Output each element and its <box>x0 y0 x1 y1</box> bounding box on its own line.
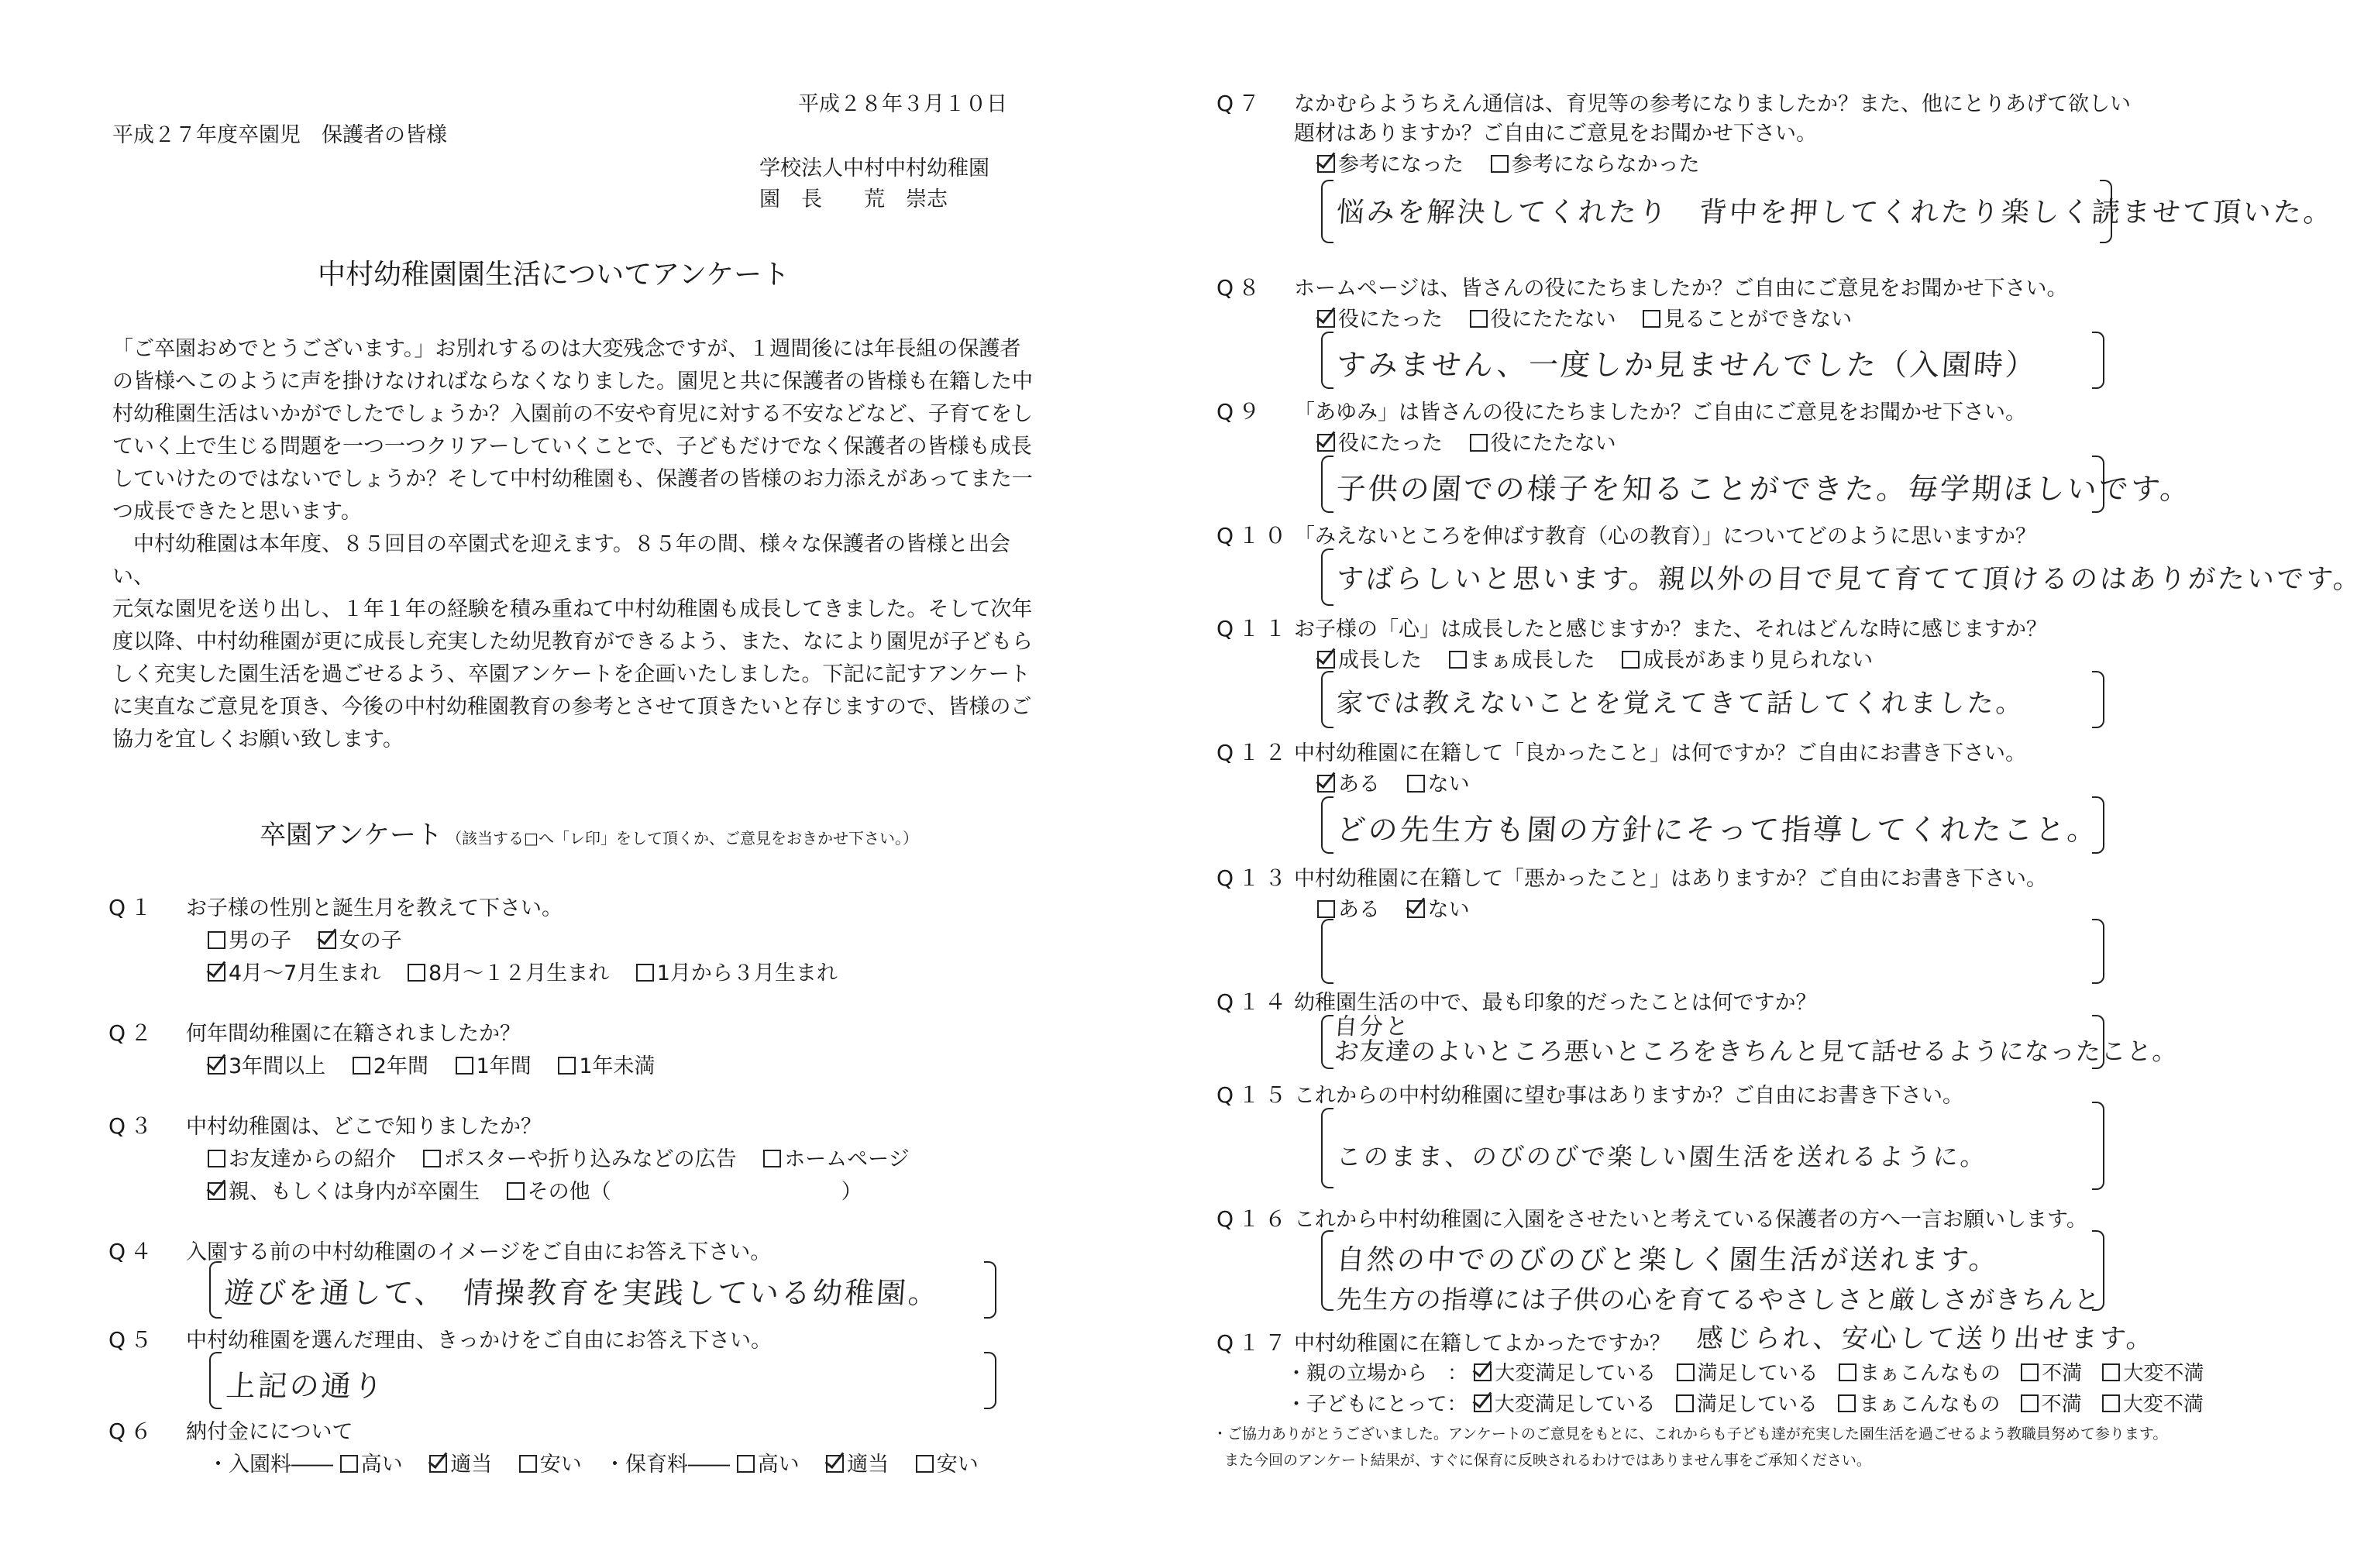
document-date: 平成２８年３月１０日 <box>798 92 1007 116</box>
q12-text: 中村幼稚園に在籍して「良かったこと」は何ですか？ご自由にお書き下さい。 <box>1294 741 2026 765</box>
checked-checkbox-icon[interactable] <box>1317 434 1335 452</box>
survey-instruction: （該当する□へ「レ印」をして頂くか、ご意見をおきかせ下さい。） <box>446 829 918 848</box>
q15-number: Q１５ <box>1216 1082 1292 1108</box>
entry-appropriate[interactable]: 適当 <box>429 1453 492 1477</box>
q11-bracket-left <box>1321 671 1333 728</box>
intro-line: 中村幼稚園は本年度、８５回目の卒園式を迎えます。８５年の間、様々な保護者の皆様と出会い、 <box>112 532 1010 589</box>
tuition-cheap[interactable]: 安い <box>916 1453 979 1477</box>
q3-text: 中村幼稚園は、どこで知りましたか？ <box>186 1115 542 1139</box>
q15-bracket-right <box>2092 1102 2104 1190</box>
q9-useful[interactable]: 役にたった <box>1317 432 1443 456</box>
checkbox-icon[interactable] <box>2021 1363 2039 1381</box>
q4-number: Q４ <box>108 1239 157 1264</box>
q16-answer-line2[interactable]: 先生方の指導には子供の心を育てるやさしさと厳しさがきちんと <box>1335 1284 2102 1315</box>
checked-checkbox-icon[interactable] <box>318 931 336 949</box>
q5-text: 中村幼稚園を選んだ理由、きっかけをご自由にお答え下さい。 <box>186 1329 772 1353</box>
option-3years[interactable]: 3年間以上 <box>208 1054 325 1078</box>
q13-number: Q１３ <box>1216 865 1292 891</box>
intro-paragraph <box>112 333 1042 756</box>
q1-text: お子様の性別と誕生月を教えて下さい。 <box>186 896 563 920</box>
q11-text: お子様の「心」は成長したと感じますか？また、それはどんな時に感じますか？ <box>1294 617 2047 641</box>
q10-bracket-left <box>1321 548 1333 606</box>
tuition-high[interactable]: 高い <box>737 1453 800 1477</box>
checkbox-icon[interactable] <box>2102 1394 2120 1412</box>
organization-name: 学校法人中村中村幼稚園 <box>759 156 989 181</box>
q13-yes[interactable]: ある <box>1317 898 1380 922</box>
intro-line: つ成長できたと思います。 <box>112 500 362 524</box>
child-satisfied[interactable]: 満足している <box>1676 1393 1818 1416</box>
intro-line: 元気な園児を送り出し、１年１年の経験を積み重ねて中村幼稚園も成長してきました。そして次年 <box>112 597 1033 621</box>
q2-number: Q２ <box>108 1020 157 1046</box>
checkbox-icon[interactable] <box>916 1455 934 1473</box>
q9-text: 「あゆみ」は皆さんの役にたちましたか？ご自由にご意見をお聞かせ下さい。 <box>1294 401 2026 425</box>
q6-number: Q６ <box>108 1418 157 1444</box>
q5-bracket-left <box>209 1352 222 1409</box>
checked-checkbox-icon[interactable] <box>1317 155 1335 173</box>
checkbox-icon[interactable] <box>737 1455 755 1473</box>
checkbox-icon[interactable] <box>423 1150 441 1167</box>
q3-options-row1 <box>208 1142 930 1172</box>
checked-checkbox-icon[interactable] <box>826 1455 844 1473</box>
child-perspective-label: ・子どもにとって： <box>1286 1393 1468 1416</box>
option-homepage[interactable]: ホームページ <box>763 1147 909 1171</box>
q16-answer-line1[interactable]: 自然の中でのびのびと楽しく園生活が送れます。 <box>1335 1244 2001 1276</box>
q11-options <box>1317 643 1893 673</box>
checked-checkbox-icon[interactable] <box>1474 1394 1492 1412</box>
checked-checkbox-icon[interactable] <box>1407 900 1425 918</box>
q9-bracket-left <box>1321 456 1333 513</box>
checked-checkbox-icon[interactable] <box>1317 651 1335 669</box>
checkbox-icon[interactable] <box>558 1057 576 1075</box>
q11-answer[interactable]: 家では教えないことを覚えてきて話してくれました。 <box>1335 688 2026 719</box>
checkbox-icon[interactable] <box>1317 900 1335 918</box>
entry-high[interactable]: 高い <box>340 1453 403 1477</box>
q11-number: Q１１ <box>1216 616 1292 641</box>
checkbox-icon[interactable] <box>208 931 225 949</box>
q8-options <box>1317 302 1872 332</box>
q14-text: 幼稚園生活の中で、最も印象的だったことは何ですか？ <box>1294 991 1817 1015</box>
q14-bracket-left <box>1321 1015 1333 1069</box>
checkbox-icon[interactable] <box>1470 434 1488 452</box>
q1-gender-options <box>208 923 422 954</box>
q8-cannot-view[interactable]: 見ることができない <box>1643 308 1852 332</box>
q5-bracket-right <box>984 1352 996 1409</box>
checkbox-icon[interactable] <box>208 1150 225 1167</box>
child-dissatisfied[interactable]: 不満 <box>2021 1393 2082 1416</box>
checked-checkbox-icon[interactable] <box>1317 310 1335 328</box>
checkbox-icon[interactable] <box>1622 651 1640 669</box>
q9-answer[interactable]: 子供の園での様子を知ることができた。毎学期ほしいです。 <box>1335 472 2194 506</box>
checked-checkbox-icon[interactable] <box>208 1057 225 1075</box>
q16-bracket-left <box>1321 1230 1333 1311</box>
q6-entry-fee-row <box>208 1447 602 1477</box>
q7-helpful[interactable]: 参考になった <box>1317 153 1464 177</box>
checkbox-icon[interactable] <box>1643 310 1660 328</box>
q15-answer[interactable]: このまま、のびのびで楽しい園生活を送れるように。 <box>1335 1142 1989 1171</box>
checked-checkbox-icon[interactable] <box>208 1182 225 1200</box>
child-very-satisfied[interactable]: 大変満足している <box>1474 1393 1656 1416</box>
checkbox-icon[interactable] <box>519 1455 537 1473</box>
q4-answer[interactable]: 遊びを通して、 情操教育を実践している幼稚園。 <box>223 1276 941 1310</box>
option-2years[interactable]: 2年間 <box>353 1054 428 1078</box>
q7-bracket-left <box>1321 180 1333 243</box>
q13-no[interactable]: ない <box>1407 898 1470 922</box>
parent-satisfied[interactable]: 満足している <box>1677 1362 1819 1385</box>
q8-bracket-left <box>1321 332 1333 389</box>
q7-text-line2: 題材はありますか？ご自由にご意見をお聞かせ下さい。 <box>1294 122 1817 146</box>
option-jan-mar[interactable]: 1月から３月生まれ <box>636 961 838 985</box>
intro-line: 協力を宜しくお願い致します。 <box>112 727 404 751</box>
checkbox-icon[interactable] <box>456 1057 473 1075</box>
checkbox-icon[interactable] <box>636 964 654 982</box>
footer-note-line1: ・ご協力ありがとうございました。アンケートのご意見をもとに、これからも子ども達が充実した園生活を過ごせるよう教職員努めて参ります。 <box>1213 1425 2168 1442</box>
entry-fee-label: ・入園料―― <box>208 1453 333 1477</box>
survey-heading-row <box>260 813 918 851</box>
intro-line: ていく上で生じる問題を一つ一つクリアーしていくことで、子どもだけでなく保護者の皆様も成長 <box>112 435 1032 459</box>
q15-bracket-left <box>1321 1108 1333 1188</box>
q16-text: これから中村幼稚園に入園をさせたいと考えている保護者の方へ一言お願いします。 <box>1294 1208 2087 1232</box>
q9-options <box>1317 426 1636 456</box>
footer-note-line2: また今回のアンケート結果が、すぐに保育に反映されるわけではありません事をご承知ください。 <box>1224 1452 1871 1469</box>
q13-text: 中村幼稚園に在籍して「悪かったこと」はありますか？ご自由にお書き下さい。 <box>1294 867 2047 891</box>
child-so-so[interactable]: まぁこんなもの <box>1838 1393 2000 1416</box>
recipient-line: 平成２７年度卒園児 保護者の皆様 <box>112 123 447 147</box>
q9-number: Q９ <box>1216 399 1265 425</box>
q12-options <box>1317 767 1490 797</box>
q7-number: Q７ <box>1216 91 1265 116</box>
intro-line: していけたのではないでしょうか？そして中村幼稚園も、保護者の皆様のお力添えがあってまた一 <box>112 467 1033 491</box>
entry-cheap[interactable]: 安い <box>519 1453 582 1477</box>
q8-bracket-right <box>2092 332 2104 389</box>
intro-line: の皆様へこのように声を掛けなければならなくなりました。園児と共に保護者の皆様も在籍した中 <box>112 370 1033 394</box>
q4-bracket-right <box>984 1261 996 1319</box>
q13-options <box>1317 892 1490 923</box>
principal-name: 園 長 荒 崇志 <box>759 187 948 211</box>
checkbox-icon[interactable] <box>2102 1363 2120 1381</box>
option-1year[interactable]: 1年間 <box>456 1054 532 1078</box>
q11-little-growth[interactable]: 成長があまり見られない <box>1622 648 1873 672</box>
q15-text: これからの中村幼稚園に望む事はありますか？ご自由にお書き下さい。 <box>1294 1084 1963 1108</box>
q14-answer[interactable]: お友達のよいところ悪いところをきちんと見て話せるようになったこと。 <box>1333 1037 2180 1066</box>
intro-line: しく充実した園生活を過ごせるよう、卒園アンケートを企画いたしました。下記に記すアンケート <box>112 662 1031 686</box>
q8-answer[interactable]: すみません、一度しか見ませんでした（入園時） <box>1335 348 2039 382</box>
q7-text-line1: なかむらようちえん通信は、育児等の参考になりましたか？また、他にとりあげて欲しい <box>1294 92 2131 116</box>
q7-not-helpful[interactable]: 参考にならなかった <box>1491 153 1700 177</box>
q8-text: ホームページは、皆さんの役にたちましたか？ご自由にご意見をお聞かせ下さい。 <box>1294 277 2068 301</box>
option-advertisement[interactable]: ポスターや折り込みなどの広告 <box>423 1147 737 1171</box>
q6-tuition-row <box>604 1447 999 1477</box>
option-apr-jul[interactable]: 4月～7月生まれ <box>208 961 380 985</box>
option-aug-dec[interactable]: 8月～１２月生まれ <box>408 961 609 985</box>
q8-not-useful[interactable]: 役にたたない <box>1470 308 1616 332</box>
q14-number: Q１４ <box>1216 989 1292 1015</box>
q7-answer[interactable]: 悩みを解決してくれたり 背中を押してくれたり楽しく読ませて頂いた。 <box>1335 197 2335 229</box>
q10-number: Q１０ <box>1216 523 1292 548</box>
q6-text: 納付金にについて <box>186 1420 353 1444</box>
checkbox-icon[interactable] <box>1407 775 1425 793</box>
tuition-label: ・保育料―― <box>604 1453 730 1477</box>
option-friend-referral[interactable]: お友達からの紹介 <box>208 1147 396 1171</box>
q11-bracket-right <box>2092 671 2104 728</box>
checkbox-icon[interactable] <box>763 1150 781 1167</box>
checked-checkbox-icon[interactable] <box>208 964 225 982</box>
q17-parent-row <box>1286 1357 2204 1386</box>
intro-line: 度以降、中村幼稚園が更に成長し充実した幼児教育ができるよう、また、なにより園児が子どもら <box>112 630 1033 654</box>
q12-number: Q１２ <box>1216 740 1292 765</box>
checkbox-icon[interactable] <box>353 1057 370 1075</box>
q17-number: Q１７ <box>1216 1330 1292 1356</box>
checkbox-icon[interactable] <box>2021 1394 2039 1412</box>
checkbox-icon[interactable] <box>340 1455 358 1473</box>
checked-checkbox-icon[interactable] <box>1317 775 1335 793</box>
q16-answer-line3[interactable]: 感じられ、安心して送り出せます。 <box>1695 1323 2156 1354</box>
option-other[interactable]: その他（ ） <box>507 1180 862 1204</box>
q3-number: Q３ <box>108 1113 157 1139</box>
checkbox-icon[interactable] <box>1491 155 1509 173</box>
q17-child-row <box>1286 1388 2204 1417</box>
parent-so-so[interactable]: まぁこんなもの <box>1839 1362 2001 1385</box>
q5-number: Q５ <box>108 1327 157 1353</box>
checkbox-icon[interactable] <box>1676 1394 1694 1412</box>
child-very-dissatisfied[interactable]: 大変不満 <box>2102 1393 2204 1416</box>
intro-line: に実直なご意見を頂き、今後の中村幼稚園教育の参考とさせて頂きたいと存じますので、皆様のご <box>112 695 1032 719</box>
q4-bracket-left <box>209 1261 222 1319</box>
option-family-alumni[interactable]: 親、もしくは身内が卒園生 <box>208 1180 480 1204</box>
q4-text: 入園する前の中村幼稚園のイメージをご自由にお答え下さい。 <box>186 1240 772 1264</box>
checkbox-icon[interactable] <box>1449 651 1467 669</box>
checkbox-icon[interactable] <box>1839 1363 1856 1381</box>
q9-not-useful[interactable]: 役にたたない <box>1470 432 1616 456</box>
q14-answer-top[interactable]: 自分と <box>1333 1013 1412 1040</box>
q1-birth-options <box>208 956 858 986</box>
q17-text: 中村幼稚園に在籍してよかったですか？ <box>1294 1332 1671 1356</box>
q1-number: Q１ <box>108 895 157 920</box>
survey-heading: 卒園アンケート <box>260 820 442 851</box>
q2-options <box>208 1049 676 1079</box>
q5-answer[interactable]: 上記の通り <box>225 1369 387 1403</box>
checked-checkbox-icon[interactable] <box>1474 1363 1492 1381</box>
parent-very-dissatisfied[interactable]: 大変不満 <box>2102 1362 2204 1385</box>
checkbox-icon[interactable] <box>507 1182 525 1200</box>
q10-answer[interactable]: すばらしいと思います。親以外の目で見て育てて頂けるのはありがたいです。 <box>1335 564 2364 595</box>
q7-options <box>1317 147 1720 177</box>
parent-perspective-label: ・親の立場から ： <box>1286 1362 1468 1385</box>
q2-text: 何年間幼稚園に在籍されましたか？ <box>186 1022 521 1046</box>
q12-yes[interactable]: ある <box>1317 772 1380 796</box>
checkbox-icon[interactable] <box>408 964 425 982</box>
option-under-1year[interactable]: 1年未満 <box>558 1054 655 1078</box>
q11-grew[interactable]: 成長した <box>1317 648 1422 672</box>
q13-bracket-right <box>2092 919 2104 984</box>
q12-answer[interactable]: どの先生方も園の方針にそって指導してくれたこと。 <box>1335 813 2101 847</box>
q12-bracket-left <box>1321 796 1333 854</box>
q8-useful[interactable]: 役にたった <box>1317 308 1443 332</box>
q12-no[interactable]: ない <box>1407 772 1470 796</box>
option-boy[interactable]: 男の子 <box>208 929 291 953</box>
checkbox-icon[interactable] <box>1677 1363 1695 1381</box>
intro-line: 「ご卒園おめでとうございます。」お別れするのは大変残念ですが、１週間後には年長組の保護者 <box>112 337 1021 361</box>
page-title: 中村幼稚園園生活についてアンケート <box>318 259 790 291</box>
q11-somewhat-grew[interactable]: まぁ成長した <box>1449 648 1595 672</box>
checkbox-icon[interactable] <box>1838 1394 1856 1412</box>
q3-options-row2 <box>208 1174 883 1205</box>
parent-dissatisfied[interactable]: 不満 <box>2021 1362 2082 1385</box>
q16-number: Q１６ <box>1216 1206 1292 1232</box>
intro-line: 村幼稚園生活はいかがでしたでしょうか？入園前の不安や育児に対する不安などなど、子育てをし <box>112 402 1033 426</box>
q13-bracket-left <box>1321 919 1333 984</box>
checkbox-icon[interactable] <box>1470 310 1488 328</box>
q8-number: Q８ <box>1216 275 1265 301</box>
tuition-appropriate[interactable]: 適当 <box>826 1453 889 1477</box>
q10-text: 「みえないところを伸ばす教育（心の教育）」についてどのように思いますか？ <box>1294 524 2036 548</box>
checked-checkbox-icon[interactable] <box>429 1455 447 1473</box>
parent-very-satisfied[interactable]: 大変満足している <box>1474 1362 1656 1385</box>
option-girl[interactable]: 女の子 <box>318 929 402 953</box>
